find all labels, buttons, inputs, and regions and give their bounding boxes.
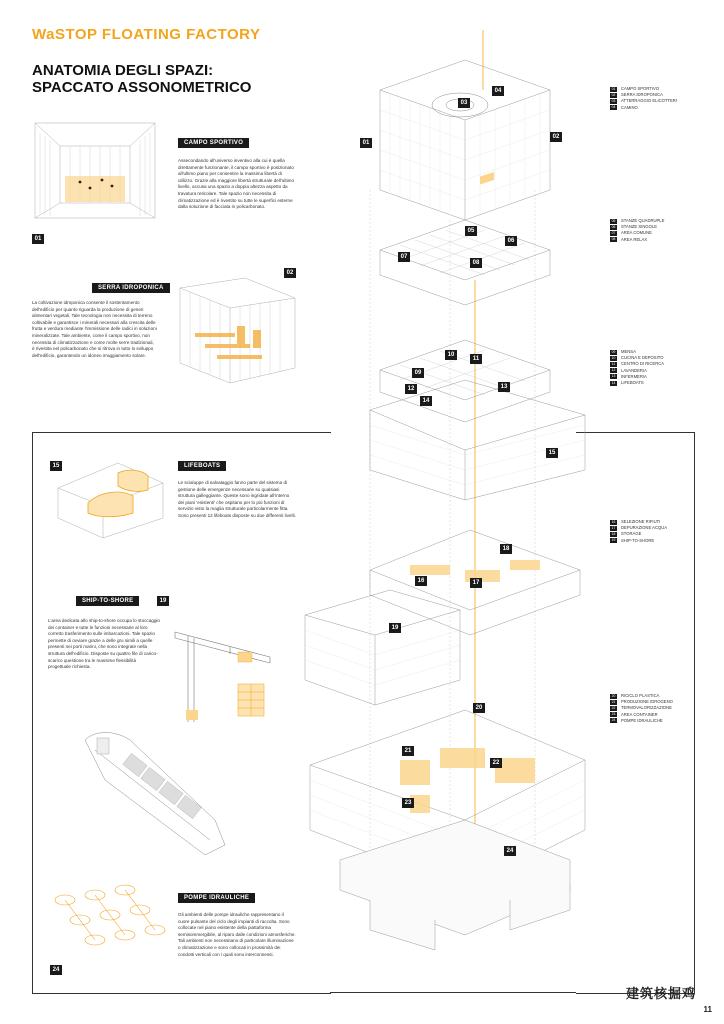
axon-label-04: 04 <box>492 86 504 96</box>
axon-label-11: 11 <box>470 354 482 364</box>
legend-item: 05 STANZE QUADRUPLE <box>611 218 665 223</box>
pumps-drawing <box>40 880 170 960</box>
ship-to-shore-text: L'area dedicata allo ship-to-shore occupa lo stoccaggio dei container e tutte le funzioni necessarie al loro corretto trasferimento sulle imbarcazioni. Tale spazio permette di ovviare grazie a delle gru simili a quelle presenti nei porti marini, che sono integrate nella struttura dell'edificio. Disposte su quattro file di carico-scarico questione tra le massime flessibilità progettuale richiesta. <box>48 618 160 670</box>
cargo-ship-drawing <box>75 720 235 860</box>
axon-label-18: 18 <box>500 544 512 554</box>
legend-item: 24 POMPE IDRAULICHE <box>611 717 663 723</box>
legend-item: 09 MENSA <box>611 349 636 354</box>
watermark: 建筑核掘鸡 <box>625 986 696 1001</box>
axon-label-01: 01 <box>360 138 372 148</box>
page-number: 11 <box>703 1005 712 1014</box>
serra-idroponica-tag: SERRA IDROPONICA <box>92 283 170 293</box>
legend-item: 11 CENTRO DI RICERCA <box>611 361 665 367</box>
axon-label-16: 16 <box>415 576 427 586</box>
title-line-2: SPACCATO ASSONOMETRICO <box>32 79 252 96</box>
axon-label-06: 06 <box>505 236 517 246</box>
legend-item: 17 DEPURAZIONE ACQUA <box>611 525 668 531</box>
axon-label-03: 03 <box>458 98 470 108</box>
crane-drawing <box>160 612 300 732</box>
legend-item: 14 LIFEBOATS <box>611 380 644 386</box>
axon-label-17: 17 <box>470 578 482 588</box>
axon-label-02: 02 <box>550 132 562 142</box>
legend-item: 03 ATTERRAGGIO ELICOTTERI <box>611 98 677 104</box>
axon-label-20: 20 <box>473 703 485 713</box>
axon-label-09: 09 <box>412 368 424 378</box>
campo-sportivo-tag: CAMPO SPORTIVO <box>178 138 249 148</box>
legend-item: 04 CAMINO <box>611 104 638 110</box>
legend-item: 12 LAVANDERIA <box>611 367 647 373</box>
page-title <box>32 62 292 96</box>
legend-item: 08 AREA RELAX <box>611 236 648 242</box>
frame-bottom-line <box>330 992 576 993</box>
legend-item: 06 STANZE SINGOLE <box>611 224 657 230</box>
lifeboats-tag: LIFEBOATS <box>178 461 226 471</box>
legend-item: 13 INFERMERIA <box>611 373 647 379</box>
lifeboats-text: Le scialuppe di salvataggio fanno parte del sistema di gestione delle emergenze necessarie su qualsiasi struttura galleggiante. Queste sono ingridate all'interno dei piani 'esistenti' che ospitano per lo più funzioni di servizio visto la maglia strutturale particolarmente fitta. Sono presenti 12 lifeboats disposte su due differenti livelli. <box>178 480 296 518</box>
axon-label-05: 05 <box>465 226 477 236</box>
campo-sportivo-drawing <box>30 118 160 228</box>
axon-label-23: 23 <box>402 798 414 808</box>
title-line-1: ANATOMIA DEGLI SPAZI: <box>32 62 214 79</box>
legend-item: 01 CAMPO SPORTIVO <box>611 86 660 91</box>
axon-label-10: 10 <box>445 350 457 360</box>
legend-item: 18 STORAGE <box>611 531 642 537</box>
axon-label-07: 07 <box>398 252 410 262</box>
axon-label-22: 22 <box>490 758 502 768</box>
axon-label-12: 12 <box>405 384 417 394</box>
legend-item: 16 SELEZIONE RIFIUTI <box>611 519 661 524</box>
axon-label-14: 14 <box>420 396 432 406</box>
legend-group-3 <box>610 349 664 386</box>
axonometric-drawing <box>300 30 600 990</box>
campo-number: 01 <box>32 234 44 244</box>
legend-group-4 <box>610 519 667 544</box>
ship-number: 19 <box>157 596 169 606</box>
legend-item: 19 SHIP-TO-SHORE <box>611 537 655 543</box>
legend-item: 20 RICICLO PLASTICA <box>611 693 660 698</box>
axon-label-08: 08 <box>470 258 482 268</box>
axon-label-21: 21 <box>402 746 414 756</box>
lifeboats-number: 15 <box>50 461 62 471</box>
axon-label-15: 15 <box>546 448 558 458</box>
axon-label-24: 24 <box>504 846 516 856</box>
ship-to-shore-tag: SHIP-TO-SHORE <box>76 596 139 606</box>
axon-label-13: 13 <box>498 382 510 392</box>
pompe-idrauliche-tag: POMPE IDRAULICHE <box>178 893 255 903</box>
brand-title: WaSTOP FLOATING FACTORY <box>32 26 261 43</box>
lifeboats-drawing <box>48 458 168 538</box>
legend-item: 23 AREA CONTAINER <box>611 711 658 717</box>
legend-group-5 <box>610 693 673 724</box>
axon-label-19: 19 <box>389 623 401 633</box>
legend-group-1 <box>610 86 677 111</box>
serra-number: 02 <box>284 268 296 278</box>
legend-item: 21 PRODUZIONE IDROGENO <box>611 699 673 705</box>
legend-item: 22 TERMOVALORIZZAZIONE <box>611 705 672 711</box>
serra-idroponica-text: La coltivazione idroponica consente il sostentamento dell'edificio per quanto riguarda la produzione di generi alimentari vegetali. Tale tecnologia non necessita di terreno coltivabile e garantisce i minerali necessari alla crescita delle frutta e verdura mediante l'immissione delle radici in soluzioni mineralizzate. Tale ambiente, come il campo sportivo, non necessita di climatizzazione e come molte serre tradizionali, è rivestita nel policarbonato che si ritrova in tutto lo sviluppo dell'edificio, garantendo un idoneo irraggiamento solare. <box>32 300 157 358</box>
legend-group-2 <box>610 218 664 243</box>
legend-item: 10 CUCINA E DEPOSITO <box>611 355 664 361</box>
legend-item: 07 AREA COMUNE <box>611 230 652 236</box>
legend-item: 02 SERRA IDROPONICA <box>611 92 663 98</box>
pompe-number: 24 <box>50 965 62 975</box>
serra-idroponica-drawing <box>175 278 300 388</box>
pompe-idrauliche-text: Gli ambienti delle pompe idrauliche rappresentano il cuore pulsante del ciclo degli impianti di raccolta. Sono collocate nel piano esistente della piattaforma semisommergibile, al riparo dalle condizioni atmosferiche. Tali ambienti non necessitano di particolare illuminazione o climatizzazione e sono collocati in prossimità dei condotti verticali con i quali sono interconnessi. <box>178 912 296 957</box>
campo-sportivo-text: Assecondando all'universo inventivo alla cui è quella direttamente funzionante, il campo sportivo è posizionato all'ultimo piano per consentire la massima libertà di utilizzo. Grazie alla maggiore libertà strutturale dell'ultimo livello, accusa una spazio a doppia altezza aspetto da travatura reticolare. Tale spazio non necessita di climatizzazione ed è rivestito su tutte le superfici esterne dalla soluzione di facciata in policarbonato. <box>178 158 295 210</box>
